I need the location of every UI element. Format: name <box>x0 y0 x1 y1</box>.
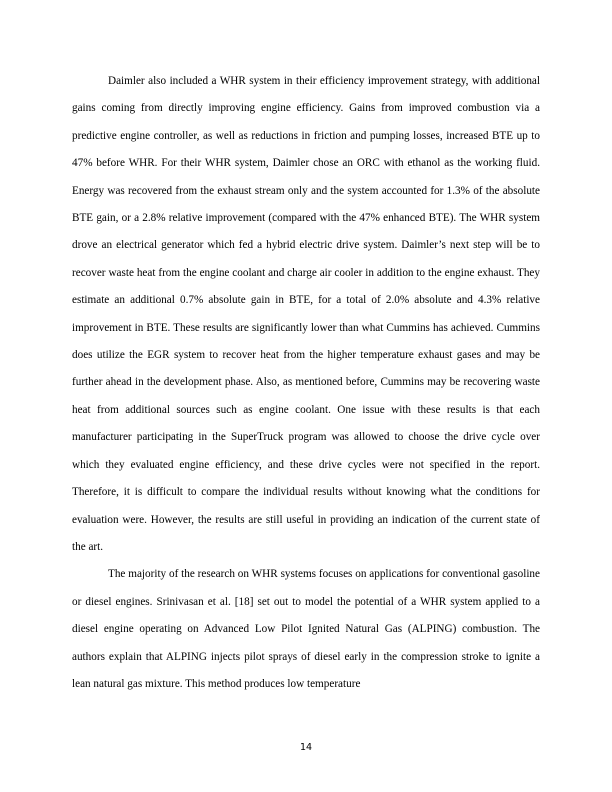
paragraph-alping-research: The majority of the research on WHR systems focuses on applications for conventional gasoline or diesel engines. Srinivasan et al. [18] set out to model the potential of a WHR system applied to a diesel engine operating on Advanced Low Pilot Ignited Natural Gas (ALPING) combustion. The authors explain that ALPING injects pilot sprays of diesel early in the compression stroke to ignite a lean natural gas mixture. This method produces low temperature <box>72 568 540 690</box>
paragraph-daimler-whr: Daimler also included a WHR system in their efficiency improvement strategy, with additional gains coming from directly improving engine efficiency. Gains from improved combustion via a predictive engine controller, as well as reductions in friction and pumping losses, increased BTE up to 47% before WHR. For their WHR system, Daimler chose an ORC with ethanol as the working fluid. Energy was recovered from the exhaust stream only and the system accounted for 1.3% of the absolute BTE gain, or a 2.8% relative improvement (compared with the 47% enhanced BTE). The WHR system drove an electrical generator which fed a hybrid electric drive system. Daimler’s next step will be to recover waste heat from the engine coolant and charge air cooler in addition to the engine exhaust. They estimate an additional 0.7% absolute gain in BTE, for a total of 2.0% absolute and 4.3% relative improvement in BTE. These results are significantly lower than what Cummins has achieved. Cummins does utilize the EGR system to recover heat from the higher temperature exhaust gases and may be further ahead in the development phase. Also, as mentioned before, Cummins may be recovering waste heat from additional sources such as engine coolant. One issue with these results is that each manufacturer participating in the SuperTruck program was allowed to choose the drive cycle over which they evaluated engine efficiency, and these drive cycles were not specified in the report. Therefore, it is difficult to compare the individual results without knowing what the conditions for evaluation were. However, the results are still useful in providing an indication of the current state of the art. <box>72 75 540 553</box>
body-text <box>72 68 540 698</box>
page-number: 14 <box>299 742 313 753</box>
